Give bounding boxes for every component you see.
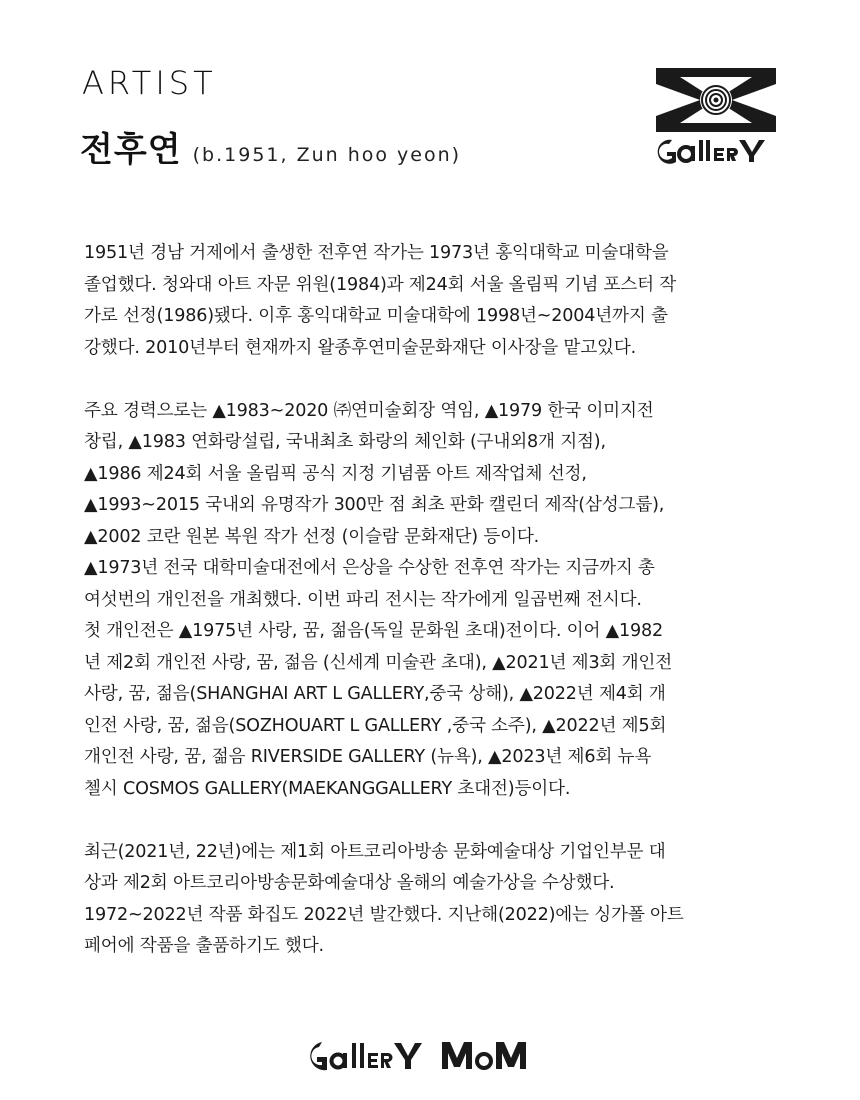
bio-line: 사랑, 꿈, 젊음(SHANGHAI ART L GALLERY,중국 상해), ▲2022년 제4회 개 <box>84 684 666 704</box>
paragraph-spacer <box>84 364 784 396</box>
bio-line: 졸업했다. 청와대 아트 자문 위원(1984)과 제24회 서울 올림픽 기념 포스터 작 <box>84 274 677 295</box>
section-label: ARTIST <box>82 64 217 102</box>
bio-line: 최근(2021년, 22년)에는 제1회 아트코리아방송 문화예술대상 기업인부문 대 <box>84 841 666 862</box>
bio-line: ▲1986 제24회 서울 올림픽 공식 지정 기념품 아트 제작업체 선정, <box>84 463 587 484</box>
bio-line: ▲1973년 전국 대학미술대전에서 은상을 수상한 전후연 작가는 지금까지 총 <box>84 558 655 578</box>
bio-line: 개인전 사랑, 꿈, 젊음 RIVERSIDE GALLERY (뉴욕), ▲2023년 제6회 뉴욕 <box>84 747 652 767</box>
bio-line: ▲1993~2015 국내외 유명작가 300만 점 최초 판화 캘린더 제작(삼성그룹), <box>84 495 665 515</box>
gallery-logo <box>654 66 778 166</box>
bio-line: 페어에 작품을 출품하기도 했다. <box>84 936 324 956</box>
bio-line: ▲2002 코란 원본 복원 작가 선정 (이슬람 문화재단) 등이다. <box>84 526 540 547</box>
artist-name: 전후연 <box>80 130 182 170</box>
bio-line: 가로 선정(1986)됐다. 이후 홍익대학교 미술대학에 1998년~2004년까지 출 <box>84 306 668 326</box>
artist-subtitle: (b.1951, Zun hoo yeon) <box>192 144 462 166</box>
artist-biography <box>84 238 784 963</box>
bio-line: 창립, ▲1983 연화랑설립, 국내최초 화랑의 체인화 (구내외8개 지점), <box>84 432 606 452</box>
bio-line: 첼시 COSMOS GALLERY(MAEKANGGALLERY 초대전)등이다. <box>84 778 571 799</box>
footer-gallery-mom-logo <box>308 1038 540 1078</box>
bio-line: 상과 제2회 아트코리아방송문화예술대상 올해의 예술가상을 수상했다. <box>84 873 615 893</box>
gallery-emblem-icon <box>654 66 778 166</box>
bio-line: 강했다. 2010년부터 현재까지 왈종후연미술문화재단 이사장을 맡고있다. <box>84 337 637 358</box>
bio-line: 년 제2회 개인전 사랑, 꿈, 젊음 (신세계 미술관 초대), ▲2021년 제3회 개인전 <box>84 652 673 673</box>
bio-line: 1951년 경남 거제에서 출생한 전후연 작가는 1973년 홍익대학교 미술대학을 <box>84 243 669 263</box>
artist-title-row <box>80 122 461 171</box>
gallery-mom-wordmark-icon <box>308 1038 540 1078</box>
paragraph-spacer <box>84 805 784 837</box>
bio-line: 주요 경력으로는 ▲1983~2020 ㈜연미술회장 역임, ▲1979 한국 이미지전 <box>84 400 654 421</box>
bio-line: 1972~2022년 작품 화집도 2022년 발간했다. 지난해(2022)에는 싱가폴 아트 <box>84 904 684 925</box>
bio-line: 첫 개인전은 ▲1975년 사랑, 꿈, 젊음(독일 문화원 초대)전이다. 이어 ▲1982 <box>84 621 663 641</box>
bio-line: 인전 사랑, 꿈, 젊음(SOZHOUART L GALLERY ,중국 소주), ▲2022년 제5회 <box>84 715 667 736</box>
bio-line: 여섯번의 개인전을 개최했다. 이번 파리 전시는 작가에게 일곱번째 전시다. <box>84 589 642 610</box>
